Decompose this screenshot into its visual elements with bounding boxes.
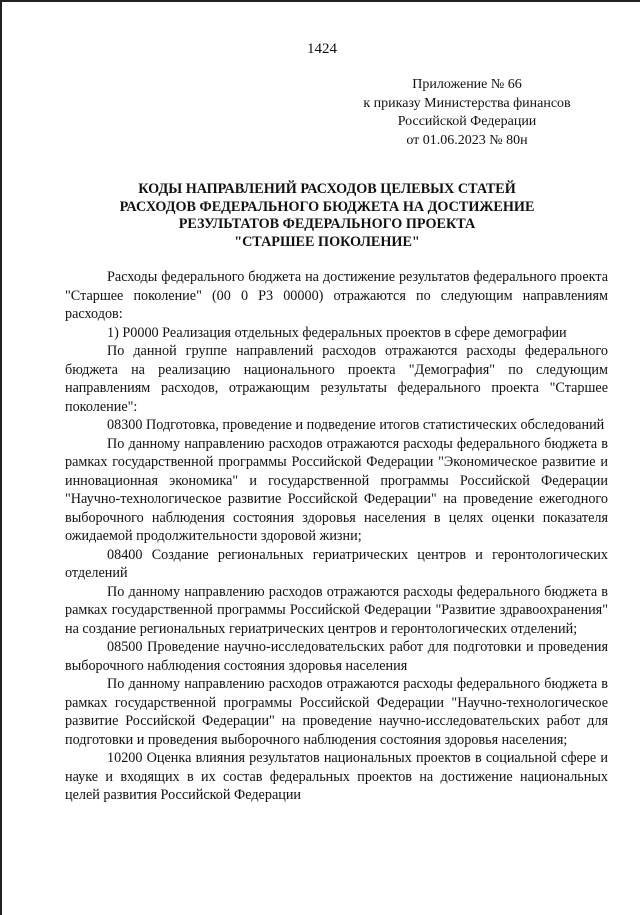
body-paragraph: По данной группе направлений расходов отражаются расходы федерального бюджета на реализацию национального проекта "Демография" по следующим направлениям расходов, отражающим результаты федерального проекта "Старшее поколение": — [65, 343, 608, 415]
body-paragraph: По данному направлению расходов отражаются расходы федерального бюджета в рамках государственной программы Российской Федерации "Развитие здравоохранения" на создание региональных гериатрических центров и геронтологических отделений; — [65, 583, 608, 637]
appendix-line: от 01.06.2023 № 80н — [406, 132, 528, 148]
page-number: 1424 — [307, 41, 337, 57]
expense-code-heading: 08400 Создание региональных гериатрических центров и геронтологических отделений — [65, 546, 608, 581]
body-paragraph: По данному направлению расходов отражаются расходы федерального бюджета в рамках государственной программы Российской Федерации "Научно-технологическое развитие Российской Федерации" на проведение научно-исследовательских работ для подготовки и проведения выборочного наблюдения состояния здоровья населения; — [65, 676, 608, 748]
document-body — [65, 268, 608, 805]
expense-code-heading: 08300 Подготовка, проведение и подведение итогов статистических обследований — [107, 417, 605, 433]
title-line: РАСХОДОВ ФЕДЕРАЛЬНОГО БЮДЖЕТА НА ДОСТИЖЕНИЕ — [119, 198, 535, 215]
appendix-line: к приказу Министерства финансов — [363, 95, 571, 111]
appendix-line: Российской Федерации — [397, 114, 537, 130]
appendix-line: Приложение № 66 — [412, 77, 522, 92]
expense-code-heading: 10200 Оценка влияния результатов национальных проектов в социальной сфере и науке и входящих в их состав федеральных проектов на достижение национальных целей развития Российской Федерации — [65, 750, 608, 803]
intro-paragraph: Расходы федерального бюджета на достижение результатов федерального проекта "Старшее поколение" (00 0 Р3 00000) отражаются по следующим направлениям расходов: — [65, 269, 608, 322]
appendix-header — [347, 76, 587, 150]
title-line: КОДЫ НАПРАВЛЕНИЙ РАСХОДОВ ЦЕЛЕВЫХ СТАТЕЙ — [138, 181, 516, 197]
section-heading: 1) Р0000 Реализация отдельных федеральных проектов в сфере демографии — [107, 324, 567, 341]
body-paragraph: По данному направлению расходов отражаются расходы федерального бюджета в рамках государственной программы Российской Федерации "Экономическое развитие и инновационная экономика" и государственной программы Российской Федерации "Научно-технологическое развитие Российской Федерации" на проведение ежегодного выборочного наблюдения состояния здоровья населения в целях оценки показателя ожидаемой продолжительности здоровой жизни; — [65, 435, 608, 544]
title-line: "СТАРШЕЕ ПОКОЛЕНИЕ" — [234, 234, 420, 251]
expense-code-heading: 08500 Проведение научно-исследовательских работ для подготовки и проведения выборочного наблюдения состояния здоровья населения — [65, 639, 608, 674]
title-line: РЕЗУЛЬТАТОВ ФЕДЕРАЛЬНОГО ПРОЕКТА — [178, 216, 476, 233]
document-title — [62, 181, 592, 252]
